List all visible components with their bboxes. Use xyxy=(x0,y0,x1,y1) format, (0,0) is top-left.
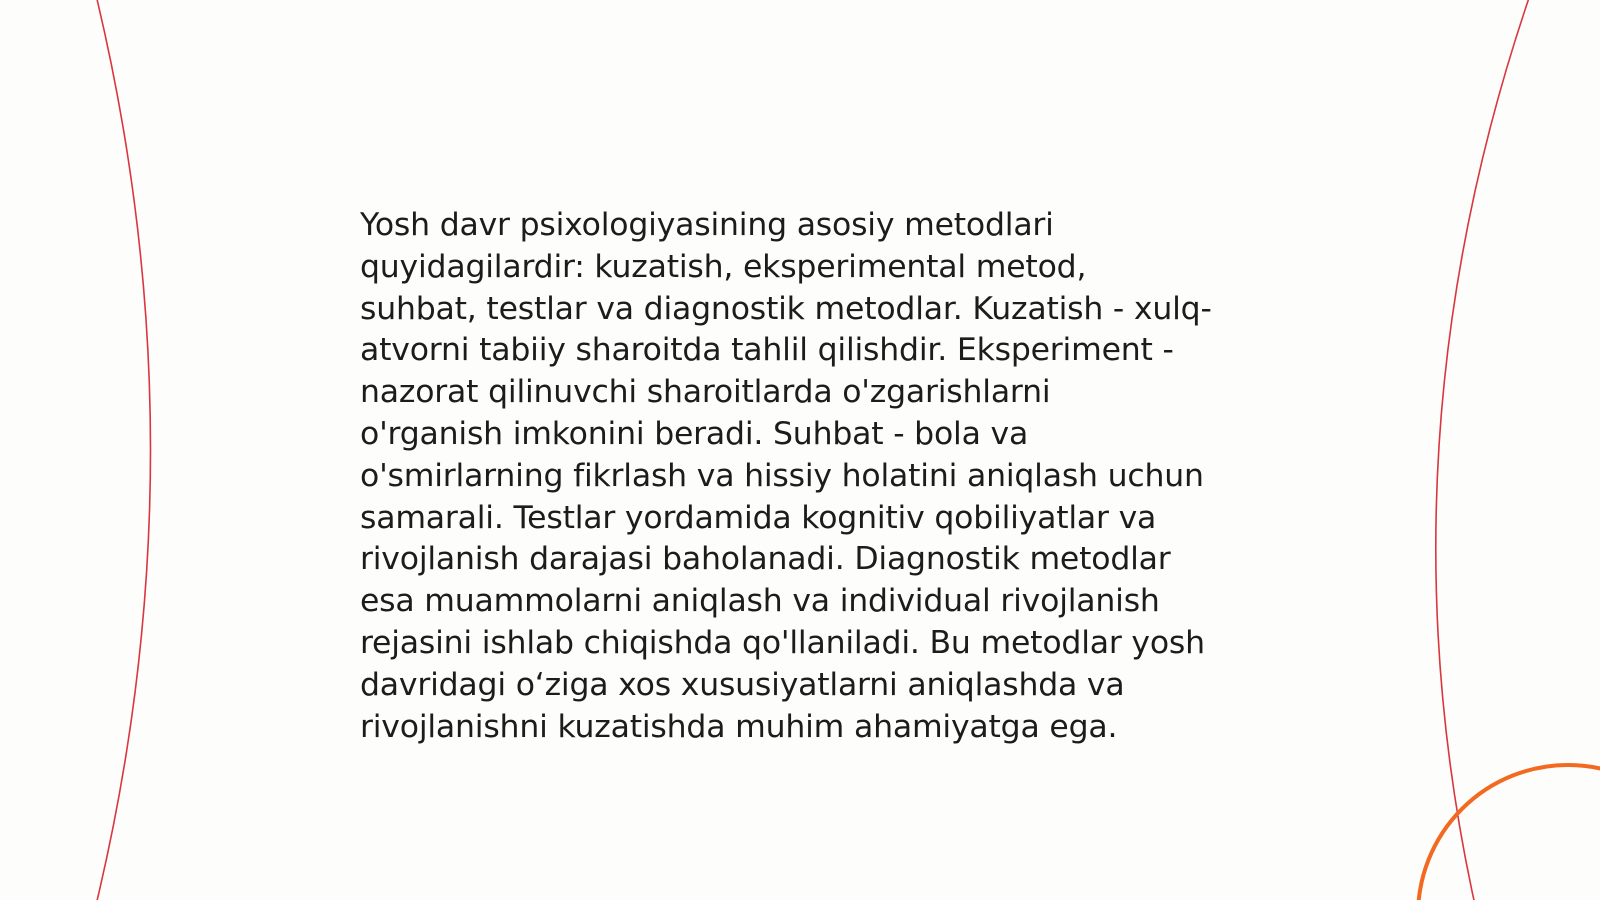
paragraph-line: atvorni tabiiy sharoitda tahlil qilishdir. Eksperiment - xyxy=(360,332,1174,369)
paragraph-line: samarali. Testlar yordamida kognitiv qobiliyatlar va xyxy=(360,499,1157,536)
paragraph-line: rivojlanish darajasi baholanadi. Diagnostik metodlar xyxy=(360,541,1171,578)
left-curve xyxy=(96,0,151,900)
paragraph-line: o'rganish imkonini beradi. Suhbat - bola va xyxy=(360,415,1029,452)
paragraph-line: suhbat, testlar va diagnostik metodlar. Kuzatish - xulq- xyxy=(360,290,1212,327)
paragraph-line: quyidagilardir: kuzatish, eksperimental metod, xyxy=(360,248,1087,285)
paragraph-line: o'smirlarning fikrlash va hissiy holatini aniqlash uchun xyxy=(360,457,1204,494)
paragraph-line: rejasini ishlab chiqishda qo'llaniladi. Bu metodlar yosh xyxy=(360,624,1205,661)
paragraph-line: Yosh davr psixologiyasining asosiy metodlari xyxy=(360,207,1054,243)
paragraph-line: davridagi o‘ziga xos xususiyatlarni aniqlashda va xyxy=(360,666,1125,703)
paragraph-line: nazorat qilinuvchi sharoitlarda o'zgarishlarni xyxy=(360,374,1051,411)
right-curve xyxy=(1436,0,1530,900)
paragraph-line: esa muammolarni aniqlash va individual rivojlanish xyxy=(360,583,1160,620)
orange-arc xyxy=(1418,765,1600,900)
paragraph-line: rivojlanishni kuzatishda muhim ahamiyatga ega. xyxy=(360,708,1118,745)
body-paragraph xyxy=(360,205,1260,748)
